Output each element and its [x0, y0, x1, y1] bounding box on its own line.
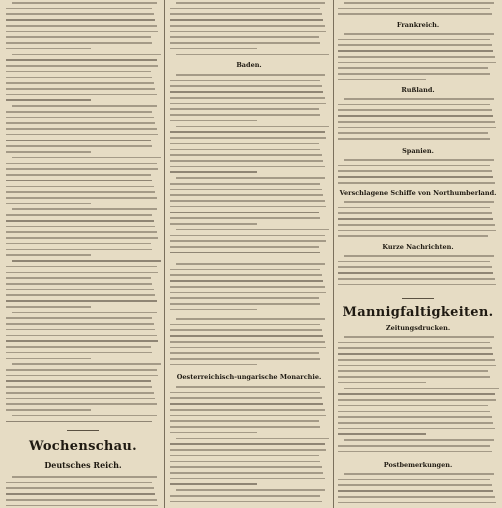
text-block	[338, 159, 498, 188]
text-line	[6, 300, 157, 302]
text-line	[170, 194, 323, 196]
text-line	[6, 249, 152, 251]
text-line	[170, 114, 320, 116]
text-line	[170, 143, 319, 145]
text-line	[338, 411, 490, 413]
article-title: Verschlagene Schiffe von Northumberland.	[339, 190, 497, 197]
text-block	[338, 98, 498, 144]
text-line	[6, 197, 157, 199]
text-line	[170, 269, 320, 271]
text-line	[6, 134, 158, 136]
text-line	[344, 473, 494, 475]
text-line	[6, 329, 155, 331]
text-line	[338, 218, 493, 220]
text-line	[344, 98, 494, 100]
text-line	[6, 226, 155, 228]
text-line	[6, 8, 152, 10]
text-line	[338, 393, 495, 395]
text-line	[344, 255, 494, 257]
text-line	[170, 347, 326, 349]
text-line	[6, 231, 157, 233]
text-line	[176, 438, 329, 440]
text-line	[6, 403, 157, 405]
text-line	[6, 487, 154, 489]
text-line	[170, 252, 320, 254]
text-line	[170, 309, 257, 311]
text-line	[170, 455, 319, 457]
text-line	[6, 151, 91, 153]
text-line	[170, 358, 320, 360]
text-line	[6, 25, 157, 27]
text-line	[12, 415, 157, 417]
text-line	[344, 2, 494, 4]
text-line	[6, 346, 151, 348]
text-line	[170, 131, 325, 133]
text-line	[12, 105, 157, 107]
text-line	[338, 490, 493, 492]
text-line	[170, 36, 319, 38]
text-line	[6, 111, 152, 113]
text-line	[170, 432, 257, 434]
text-line	[338, 138, 490, 140]
text-line	[6, 117, 154, 119]
text-line	[344, 388, 499, 390]
text-block	[338, 255, 498, 289]
text-line	[170, 341, 325, 343]
text-block	[338, 201, 498, 241]
text-line	[6, 237, 158, 239]
text-line	[6, 352, 152, 354]
section-heading-mannigfaltigkeiten: Mannigfaltigkeiten.	[342, 306, 494, 319]
text-line	[176, 2, 325, 4]
text-line	[338, 62, 496, 64]
text-line	[170, 501, 322, 503]
text-line	[170, 97, 325, 99]
text-block	[170, 74, 328, 258]
text-line	[6, 380, 151, 382]
newspaper-column-1	[4, 0, 162, 508]
column-divider	[164, 0, 165, 508]
text-line	[170, 329, 322, 331]
text-line	[6, 180, 152, 182]
text-line	[338, 382, 426, 384]
text-line	[6, 272, 158, 274]
text-block	[338, 2, 498, 19]
text-line	[6, 306, 91, 308]
text-line	[170, 166, 325, 168]
text-line	[6, 140, 151, 142]
column-divider	[333, 0, 334, 508]
text-line	[170, 364, 257, 366]
text-line	[176, 386, 325, 388]
text-line	[6, 335, 157, 337]
text-line	[6, 505, 158, 507]
text-line	[170, 103, 326, 105]
text-line	[170, 420, 319, 422]
text-line	[338, 79, 426, 81]
text-line	[338, 115, 493, 117]
text-line	[338, 212, 492, 214]
text-line	[344, 439, 494, 441]
text-line	[6, 243, 151, 245]
text-block	[338, 473, 498, 507]
newspaper-column-2	[168, 0, 330, 508]
text-line	[6, 168, 158, 170]
text-line	[170, 292, 326, 294]
text-line	[6, 99, 91, 101]
text-line	[6, 340, 158, 342]
text-line	[344, 201, 494, 203]
text-line	[12, 157, 161, 159]
text-line	[338, 284, 496, 286]
text-line	[338, 347, 492, 349]
text-line	[6, 59, 157, 61]
text-line	[344, 33, 494, 35]
text-line	[170, 160, 323, 162]
text-line	[6, 289, 154, 291]
text-line	[170, 449, 326, 451]
text-line	[170, 443, 325, 445]
text-line	[170, 108, 319, 110]
text-line	[170, 13, 322, 15]
text-line	[6, 203, 91, 205]
text-line	[338, 127, 496, 129]
text-line	[170, 409, 325, 411]
text-line	[12, 312, 157, 314]
text-line	[338, 496, 495, 498]
text-line	[338, 359, 495, 361]
text-line	[338, 67, 488, 69]
text-line	[338, 170, 492, 172]
text-line	[170, 154, 322, 156]
text-line	[6, 48, 91, 50]
text-line	[170, 19, 323, 21]
text-line	[12, 260, 161, 262]
text-line	[12, 208, 157, 210]
text-line	[338, 266, 492, 268]
text-block	[170, 2, 328, 59]
text-block	[170, 386, 328, 506]
text-line	[338, 484, 492, 486]
subhead-russland: Rußland.	[401, 87, 435, 94]
text-line	[176, 74, 325, 76]
text-line	[6, 42, 152, 44]
text-line	[338, 182, 495, 184]
text-line	[170, 120, 257, 122]
text-line	[12, 363, 161, 365]
text-line	[6, 214, 152, 216]
text-line	[6, 409, 91, 411]
subhead-baden: Baden.	[236, 62, 262, 69]
text-line	[338, 132, 488, 134]
subhead-kurze: Kurze Nachrichten.	[382, 244, 454, 251]
text-line	[338, 428, 495, 430]
text-line	[170, 85, 322, 87]
text-block	[170, 318, 328, 370]
text-line	[6, 421, 152, 423]
text-line	[344, 159, 494, 161]
text-line	[338, 8, 490, 10]
text-line	[6, 323, 154, 325]
text-line	[170, 171, 257, 173]
text-line	[6, 94, 157, 96]
text-line	[6, 19, 155, 21]
text-line	[6, 163, 157, 165]
text-line	[338, 207, 490, 209]
text-line	[338, 44, 492, 46]
text-line	[338, 445, 490, 447]
text-line	[338, 56, 495, 58]
text-line	[176, 489, 325, 491]
text-line	[6, 128, 157, 130]
text-line	[170, 397, 322, 399]
text-line	[170, 483, 257, 485]
subhead-austria: Oesterreichisch-ungarische Monarchie.	[176, 374, 322, 381]
text-line	[338, 376, 490, 378]
text-line	[6, 392, 154, 394]
text-line	[6, 283, 152, 285]
text-line	[170, 217, 320, 219]
text-line	[176, 177, 325, 179]
text-line	[176, 263, 325, 265]
text-line	[170, 206, 326, 208]
text-line	[170, 426, 320, 428]
text-line	[6, 369, 157, 371]
text-block	[338, 336, 498, 456]
text-line	[6, 317, 152, 319]
text-line	[170, 392, 320, 394]
text-line	[12, 2, 157, 4]
text-line	[170, 80, 320, 82]
text-line	[338, 451, 492, 453]
text-line	[170, 478, 325, 480]
text-line	[338, 224, 495, 226]
text-line	[338, 104, 490, 106]
text-line	[170, 91, 323, 93]
text-line	[170, 335, 323, 337]
text-line	[6, 88, 155, 90]
text-line	[176, 54, 329, 56]
text-line	[170, 466, 322, 468]
text-line	[6, 220, 154, 222]
subhead-postbemerkungen: Postbemerkungen.	[383, 462, 453, 469]
text-line	[170, 297, 319, 299]
text-line	[170, 149, 320, 151]
text-block	[6, 2, 160, 426]
text-line	[6, 493, 155, 495]
text-line	[6, 186, 154, 188]
text-line	[338, 342, 490, 344]
text-line	[338, 39, 490, 41]
text-line	[170, 352, 319, 354]
text-line	[338, 165, 490, 167]
text-line	[6, 13, 154, 15]
text-line	[170, 280, 323, 282]
text-line	[170, 415, 326, 417]
text-line	[12, 476, 157, 478]
text-line	[170, 48, 257, 50]
section-heading-wochenschau: Wochenschau.	[29, 440, 137, 453]
text-line	[6, 358, 91, 360]
text-line	[170, 200, 325, 202]
text-line	[338, 50, 493, 52]
text-block	[338, 33, 498, 85]
text-line	[338, 365, 496, 367]
text-line	[170, 303, 320, 305]
text-line	[6, 254, 91, 256]
text-line	[6, 386, 152, 388]
subhead-zeitungsdrucken: Zeitungsdrucken.	[385, 325, 451, 332]
text-line	[6, 65, 158, 67]
text-line	[6, 31, 158, 33]
text-line	[338, 272, 493, 274]
text-line	[170, 403, 323, 405]
text-line	[6, 82, 154, 84]
text-line	[338, 422, 493, 424]
text-line	[170, 246, 319, 248]
text-line	[6, 499, 157, 501]
text-line	[170, 183, 320, 185]
subhead-spanien: Spanien.	[402, 148, 434, 155]
text-line	[170, 189, 322, 191]
subhead-frankreich: Frankreich.	[396, 22, 440, 29]
text-line	[338, 13, 492, 15]
text-line	[170, 472, 323, 474]
text-line	[170, 42, 320, 44]
section-separator	[67, 430, 99, 431]
text-line	[338, 502, 496, 504]
text-line	[338, 370, 488, 372]
text-line	[170, 235, 325, 237]
text-line	[176, 126, 329, 128]
text-line	[6, 294, 155, 296]
text-line	[6, 174, 151, 176]
text-line	[170, 324, 320, 326]
text-line	[6, 77, 152, 79]
text-line	[338, 479, 490, 481]
text-line	[338, 433, 426, 435]
text-line	[176, 318, 325, 320]
text-line	[6, 482, 152, 484]
text-line	[338, 399, 496, 401]
text-line	[338, 353, 493, 355]
text-line	[170, 274, 322, 276]
section-separator	[402, 298, 435, 299]
text-line	[170, 495, 320, 497]
text-line	[170, 286, 325, 288]
text-line	[6, 36, 151, 38]
text-line	[12, 54, 161, 56]
text-line	[170, 223, 257, 225]
text-line	[338, 121, 495, 123]
text-line	[170, 8, 320, 10]
text-line	[170, 240, 326, 242]
text-line	[170, 25, 325, 27]
text-block	[6, 476, 160, 508]
text-line	[6, 398, 155, 400]
text-line	[344, 336, 494, 338]
text-line	[338, 230, 496, 232]
text-line	[170, 212, 319, 214]
text-line	[176, 229, 329, 231]
text-line	[6, 122, 155, 124]
text-line	[6, 71, 151, 73]
text-line	[338, 73, 490, 75]
text-line	[170, 461, 320, 463]
text-line	[338, 405, 488, 407]
newspaper-column-3	[336, 0, 500, 508]
text-line	[338, 109, 492, 111]
text-line	[6, 375, 158, 377]
text-block	[170, 263, 328, 315]
text-line	[338, 278, 495, 280]
subheading-deutsches-reich: Deutsches Reich.	[44, 461, 122, 469]
text-line	[338, 176, 493, 178]
text-line	[6, 266, 157, 268]
text-line	[6, 145, 152, 147]
text-line	[6, 191, 155, 193]
text-line	[338, 416, 492, 418]
text-line	[338, 235, 488, 237]
text-line	[6, 277, 151, 279]
text-line	[170, 31, 326, 33]
text-line	[338, 261, 490, 263]
text-line	[170, 137, 326, 139]
